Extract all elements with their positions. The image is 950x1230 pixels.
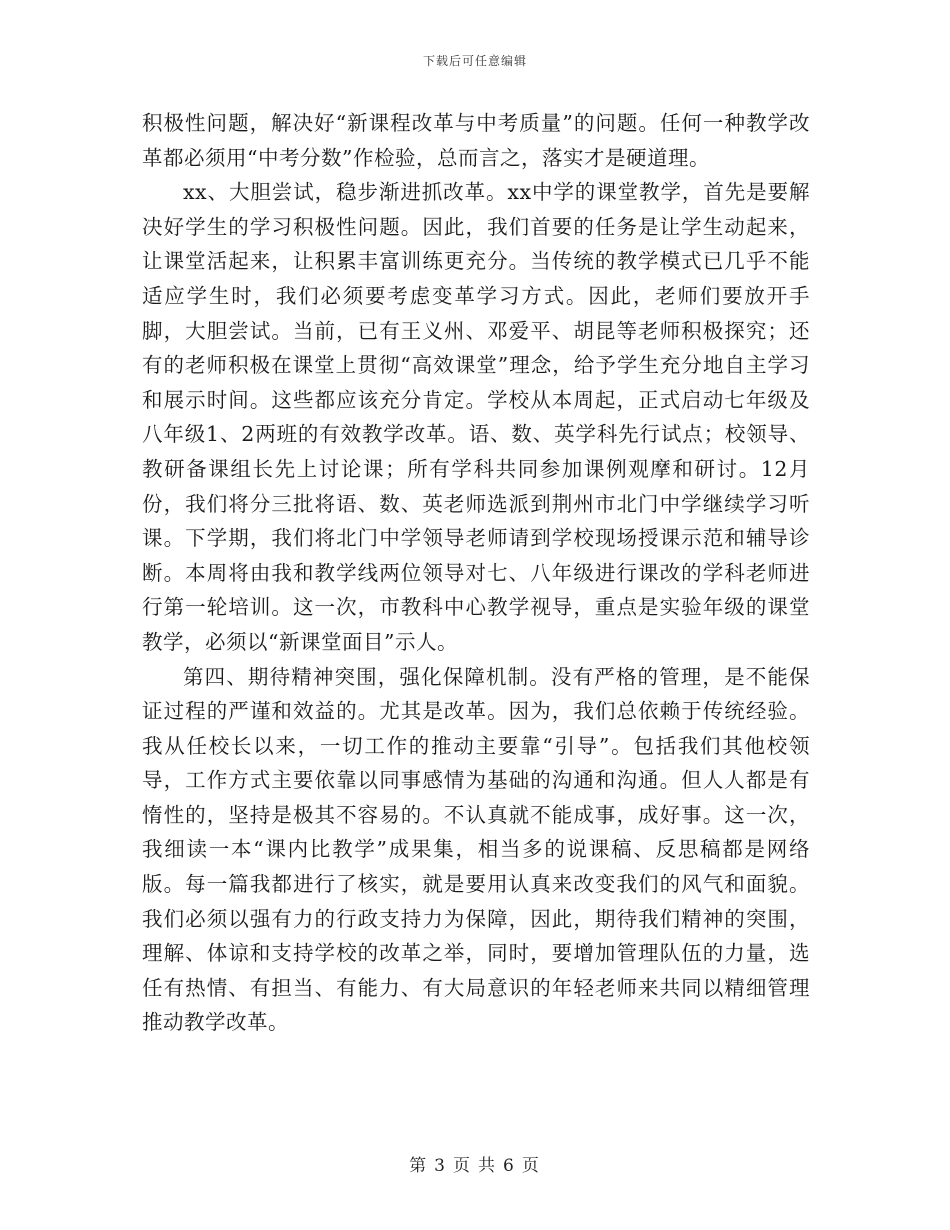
paragraph-continuation: 积极性问题，解决好“新课程改革与中考质量”的问题。任何一种教学改革都必须用“中考分数”作检验，总而言之，落实才是硬道理。: [142, 111, 810, 170]
paragraph-reform: xx、大胆尝试，稳步渐进抓改革。xx中学的课堂教学，首先是要解决好学生的学习积极性问题。因此，我们首要的任务是让学生动起来，让课堂活起来，让积累丰富训练更充分。当传统的教学模式已几乎不能适应学生时，我们必须要考虑变革学习方式。因此，老师们要放开手脚，大胆尝试。当前，已有王义州、邓爱平、胡昆等老师积极探究；还有的老师积极在课堂上贯彻“高效课堂”理念，给予学生充分地自主学习和展示时间。这些都应该充分肯定。学校从本周起，正式启动七年级及八年级1、2两班的有效教学改革。语、数、英学科先行试点；校领导、教研备课组长先上讨论课；所有学科共同参加课例观摩和研讨。12月份，我们将分三批将语、数、英老师选派到荆州市北门中学继续学习听课。下学期，我们将北门中学领导老师请到学校现场授课示范和辅导诊断。本周将由我和教学线两位领导对七、八年级进行课改的学科老师进行第一轮培训。这一次，市教科中心教学视导，重点是实验年级的课堂教学，必须以“新课堂面目”示人。: [142, 180, 810, 654]
total-prefix: 共: [478, 1156, 497, 1176]
page-footer: [0, 1151, 950, 1176]
total-unit: 页: [521, 1156, 541, 1176]
paragraph-section-four: 第四、期待精神突围，强化保障机制。没有严格的管理，是不能保证过程的严谨和效益的。尤其是改革。因为，我们总依赖于传统经验。我从任校长以来，一切工作的推动主要靠“引导”。包括我们其他校领导，工作方式主要依靠以同事感情为基础的沟通和沟通。但人人都是有惰性的，坚持是极其不容易的。不认真就不能成事，成好事。这一次，我细读一本“课内比教学”成果集，相当多的说课稿、反思稿都是网络版。每一篇我都进行了核实，就是要用认真来改变我们的风气和面貌。我们必须以强有力的行政支持力为保障，因此，期待我们精神的突围，理解、体谅和支持学校的改革之举，同时，要增加管理队伍的力量，选任有热情、有担当、有能力、有大局意识的年轻老师来共同以精细管理推动教学改革。: [142, 664, 810, 1035]
page-unit: 页: [453, 1156, 472, 1176]
page-number-prefix: 第: [409, 1156, 429, 1176]
document-body: [142, 106, 810, 1040]
current-page-number: 3: [434, 1156, 447, 1176]
page-header: 下载后可任意编辑: [422, 54, 527, 68]
total-pages-number: 6: [503, 1156, 516, 1176]
